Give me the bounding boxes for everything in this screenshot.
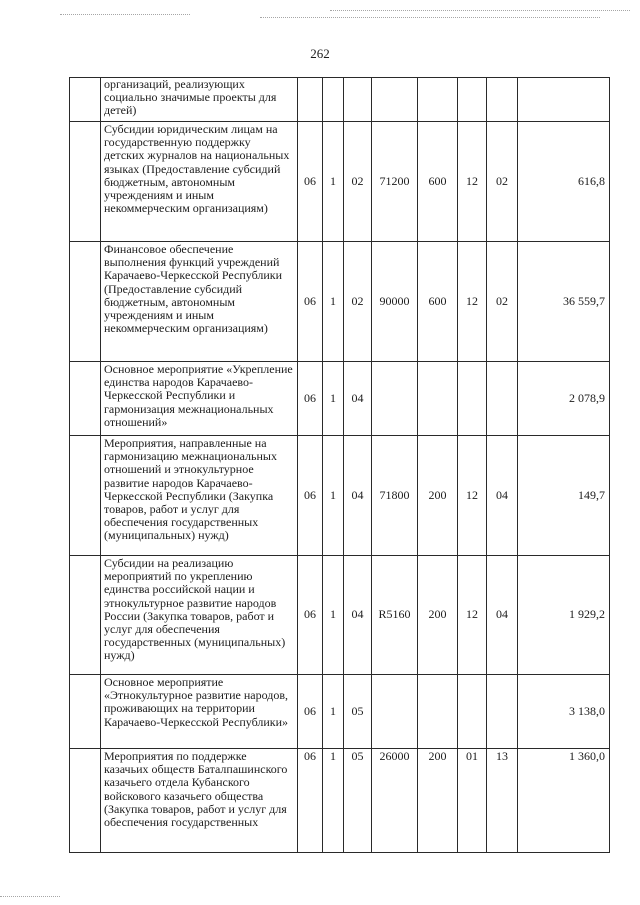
empty-number-cell [70, 556, 101, 675]
code-cell: 13 [487, 749, 518, 853]
amount-cell: 36 559,7 [518, 242, 610, 362]
code-cell: 200 [418, 749, 458, 853]
row-description: Субсидии юридическим лицам на государственную поддержку детских журналов на национальных языках (Предоставление субсидий бюджетным, автономным учреждениям и иным некоммерческим организациям) [101, 122, 298, 242]
table-row [70, 78, 610, 122]
scan-artifact-top [330, 10, 630, 11]
empty-number-cell [70, 242, 101, 362]
code-cell: 06 [298, 556, 323, 675]
amount-cell: 2 078,9 [518, 362, 610, 436]
code-cell: 90000 [372, 242, 418, 362]
code-cell [372, 362, 418, 436]
code-cell: 200 [418, 436, 458, 556]
row-description: Субсидии на реализацию мероприятий по укреплению единства российской нации и этнокультурное развитие народов России (Закупка товаров, работ и услуг для обеспечения государственных (муниципальных) нужд) [101, 556, 298, 675]
budget-table [69, 77, 610, 853]
row-description: Мероприятия по поддержке казачьих обществ Баталпашинского казачьего отдела Кубанского войскового казачьего общества (Закупка товаров, работ и услуг для обеспечения государственных [101, 749, 298, 853]
code-cell: 02 [487, 242, 518, 362]
amount-cell [518, 78, 610, 122]
code-cell: 600 [418, 242, 458, 362]
code-cell: 71800 [372, 436, 418, 556]
code-cell: 02 [487, 122, 518, 242]
amount-cell: 616,8 [518, 122, 610, 242]
code-cell [458, 675, 487, 749]
row-description: Финансовое обеспечение выполнения функций учреждений Карачаево-Черкесской Республики (Предоставление субсидий бюджетным, автономным учреждениям и иным некоммерческим организациям) [101, 242, 298, 362]
amount-cell: 149,7 [518, 436, 610, 556]
code-cell: 04 [344, 362, 372, 436]
code-cell [487, 78, 518, 122]
row-description: Основное мероприятие «Этнокультурное развитие народов, проживающих на территории Карачаево-Черкесской Республики» [101, 675, 298, 749]
table-row [70, 242, 610, 362]
code-cell: 04 [344, 436, 372, 556]
code-cell: 1 [323, 436, 344, 556]
code-cell: 12 [458, 242, 487, 362]
code-cell: 06 [298, 242, 323, 362]
code-cell: 06 [298, 675, 323, 749]
table-row [70, 362, 610, 436]
empty-number-cell [70, 362, 101, 436]
code-cell [344, 78, 372, 122]
scan-artifact-top-left [60, 14, 190, 15]
table-row [70, 436, 610, 556]
code-cell: 04 [344, 556, 372, 675]
code-cell [372, 675, 418, 749]
code-cell [487, 362, 518, 436]
code-cell: 12 [458, 556, 487, 675]
code-cell: 1 [323, 242, 344, 362]
row-description: Основное мероприятие «Укрепление единства народов Карачаево-Черкесской Республики и гармонизация межнациональных отношений» [101, 362, 298, 436]
amount-cell: 1 929,2 [518, 556, 610, 675]
code-cell: 1 [323, 556, 344, 675]
table-row [70, 749, 610, 853]
code-cell: R5160 [372, 556, 418, 675]
code-cell [418, 78, 458, 122]
code-cell: 1 [323, 749, 344, 853]
code-cell: 06 [298, 122, 323, 242]
amount-cell: 3 138,0 [518, 675, 610, 749]
row-description: Мероприятия, направленные на гармонизацию межнациональных отношений и этнокультурное развитие народов Карачаево-Черкесской Республики (Закупка товаров, работ и услуг для обеспечения государственных (муниципальных) нужд) [101, 436, 298, 556]
code-cell [372, 78, 418, 122]
code-cell: 71200 [372, 122, 418, 242]
code-cell: 26000 [372, 749, 418, 853]
empty-number-cell [70, 749, 101, 853]
page-number: 262 [310, 46, 330, 61]
code-cell: 04 [487, 436, 518, 556]
code-cell [323, 78, 344, 122]
code-cell: 1 [323, 675, 344, 749]
code-cell: 200 [418, 556, 458, 675]
code-cell: 02 [344, 122, 372, 242]
row-description: организаций, реализующих социально значимые проекты для детей) [101, 78, 298, 122]
table-row [70, 122, 610, 242]
scan-artifact-top-mid [260, 17, 600, 18]
code-cell [418, 675, 458, 749]
table-row [70, 556, 610, 675]
code-cell: 04 [487, 556, 518, 675]
table-row [70, 675, 610, 749]
code-cell: 12 [458, 436, 487, 556]
code-cell: 01 [458, 749, 487, 853]
code-cell: 1 [323, 122, 344, 242]
code-cell: 1 [323, 362, 344, 436]
code-cell: 12 [458, 122, 487, 242]
code-cell: 600 [418, 122, 458, 242]
empty-number-cell [70, 78, 101, 122]
code-cell: 06 [298, 749, 323, 853]
code-cell [458, 78, 487, 122]
code-cell [487, 675, 518, 749]
code-cell: 05 [344, 675, 372, 749]
code-cell [298, 78, 323, 122]
code-cell [458, 362, 487, 436]
empty-number-cell [70, 436, 101, 556]
code-cell: 06 [298, 436, 323, 556]
empty-number-cell [70, 675, 101, 749]
code-cell: 02 [344, 242, 372, 362]
scan-artifact-bottom [0, 896, 60, 897]
code-cell [418, 362, 458, 436]
code-cell: 06 [298, 362, 323, 436]
empty-number-cell [70, 122, 101, 242]
code-cell: 05 [344, 749, 372, 853]
amount-cell: 1 360,0 [518, 749, 610, 853]
